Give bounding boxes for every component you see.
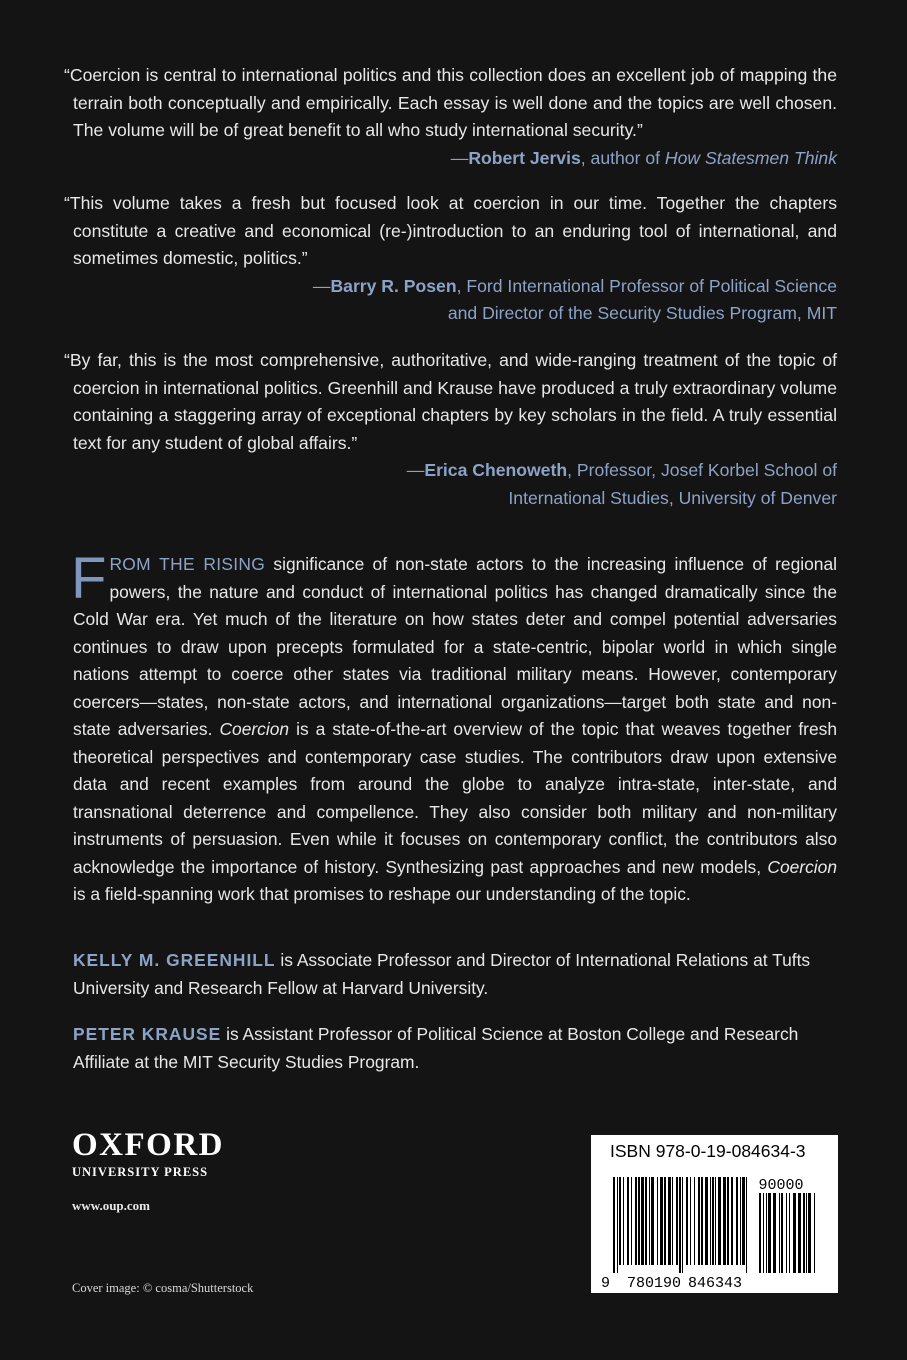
barcode-bar: [798, 1193, 801, 1273]
publisher-url: www.oup.com: [72, 1198, 151, 1213]
attribution-name: Barry R. Posen: [330, 275, 457, 296]
quote-text: “By far, this is the most comprehensive, authoritative, and wide-ranging treatment of the topic of coercion in international politics. Greenhill and Krause have produced a truly extraordinary volume containing a staggering array of exceptional chapters by key scholars in the field. A truly essential text for any student of global affairs.”: [64, 350, 837, 453]
barcode-bars-addon: [759, 1193, 815, 1273]
barcode-bar: [766, 1193, 767, 1273]
barcode-bar: [759, 1193, 761, 1273]
praise-quote-1: [64, 62, 837, 172]
barcode-bar: [623, 1177, 624, 1265]
barcode-bar: [649, 1177, 650, 1265]
barcode-bar: [773, 1193, 776, 1273]
book-description: FROM THE RISING significance of non-state actors to the increasing influence of regional powers, the nature and conduct of international politics has changed dramatically since the Cold War era. Yet much of the literature on how states deter and compel potential adversaries continues to draw upon precepts formulated for a state-centric, bipolar world in which single nations attempt to coerce other states via traditional military means. However, contemporary coercers—states, non-state actors, and international organizations—target both state and non-state adversaries. Coercion is a state-of-the-art overview of the topic that weaves together fresh theoretical perspectives and contemporary case studies. The contributors draw upon extensive data and recent examples from around the globe to analyze intra-state, inter-state, and transnational deterrence and compellence. They also consider both military and non-military instruments of persuasion. Even while it focuses on contemporary conflict, the contributors also acknowledge the importance of history. Synthesizing past approaches and new models, Coercion is a field-spanning work that promises to reshape our understanding of the topic.: [71, 546, 837, 904]
barcode-right-digits: 846343: [687, 1275, 743, 1292]
publisher-logo-sub: UNIVERSITY PRESS: [72, 1165, 209, 1179]
barcode-bar: [705, 1177, 708, 1265]
author-bio-krause: PETER KRAUSE is Assistant Professor of Political Science at Boston College and Research Affiliate at the MIT Security Studies Program.: [73, 1024, 799, 1072]
author-bio-greenhill: KELLY M. GREENHILL is Associate Professor and Director of International Relations at Tufts University and Research Fellow at Harvard University.: [73, 950, 811, 998]
barcode-left-digits: 780190: [626, 1275, 682, 1292]
barcode-bar: [672, 1177, 673, 1265]
barcode-bar: [619, 1177, 621, 1265]
praise-quote-2: [64, 190, 837, 328]
barcode-bar: [694, 1177, 695, 1265]
barcode-bar: [613, 1177, 615, 1273]
publisher-logo: [72, 1128, 232, 1180]
barcode-bar: [715, 1177, 716, 1265]
drop-cap: F: [71, 546, 107, 611]
barcode-bar: [641, 1177, 644, 1265]
barcode-bar: [746, 1177, 747, 1273]
publisher-logo-name: OXFORD: [72, 1127, 224, 1163]
quote-attribution: —Erica Chenoweth, Professor, Josef Korbel School of: [406, 460, 837, 480]
book-title: Coercion: [219, 719, 290, 739]
barcode-bar: [718, 1177, 721, 1265]
barcode-bar: [781, 1193, 783, 1273]
barcode-bars-main: [613, 1177, 747, 1273]
barcode-bar: [803, 1193, 805, 1273]
barcode-bar: [617, 1177, 618, 1273]
barcode-bar: [793, 1193, 796, 1273]
barcode-bar: [631, 1177, 632, 1265]
barcode-bar: [712, 1177, 714, 1265]
barcode-bar: [808, 1193, 811, 1273]
barcode-bar: [723, 1177, 726, 1265]
barcode-bar: [814, 1193, 815, 1273]
barcode-addon-digits: 90000: [758, 1177, 804, 1194]
barcode-bar: [789, 1193, 790, 1273]
barcode-bar: [638, 1177, 640, 1265]
author-name: KELLY M. GREENHILL: [73, 950, 276, 970]
quote-attribution: —Barry R. Posen, Ford International Professor of Political Science: [312, 275, 837, 296]
barcode-bar: [731, 1177, 733, 1265]
quote-attribution-line2: and Director of the Security Studies Program, MIT: [447, 303, 837, 323]
barcode-bar: [740, 1177, 741, 1265]
barcode-bar: [736, 1177, 738, 1265]
barcode-bar: [768, 1193, 771, 1273]
barcode-bar: [660, 1177, 663, 1265]
barcode-bar: [679, 1177, 681, 1273]
barcode-bar: [682, 1177, 683, 1273]
quote-attribution-line2: International Studies, University of Denver: [508, 487, 837, 508]
barcode-graphic: [591, 1135, 838, 1293]
barcode-bar: [627, 1177, 629, 1265]
barcode-bar: [710, 1177, 711, 1265]
barcode-first-digit: 9: [601, 1275, 611, 1292]
book-title: Coercion: [767, 856, 837, 877]
quote-attribution: —Robert Jervis, author of How Statesmen Think: [450, 147, 837, 168]
barcode-bar: [698, 1177, 700, 1265]
barcode-bar: [676, 1177, 678, 1265]
barcode-bar: [779, 1193, 780, 1273]
barcode-bar: [686, 1177, 688, 1265]
barcode-bar: [690, 1177, 691, 1265]
barcode-bar: [657, 1177, 658, 1265]
barcode-bar: [645, 1177, 647, 1265]
attribution-name: Robert Jervis: [468, 147, 581, 168]
barcode-bar: [668, 1177, 671, 1265]
isbn-barcode: [591, 1135, 838, 1293]
attribution-name: Erica Chenoweth: [424, 460, 568, 480]
barcode-bar: [786, 1193, 787, 1273]
lead-in: ROM THE RISING: [109, 554, 266, 574]
barcode-bar: [806, 1193, 807, 1273]
praise-quote-3: [64, 347, 837, 512]
barcode-bar: [635, 1177, 637, 1265]
barcode-bar: [763, 1193, 764, 1273]
barcode-bar: [651, 1177, 654, 1265]
attribution-book: How Statesmen Think: [664, 147, 837, 168]
cover-credit: Cover image: © cosma/Shutterstock: [72, 1281, 254, 1295]
barcode-bar: [701, 1177, 703, 1265]
barcode-bar: [664, 1177, 666, 1265]
barcode-bar: [742, 1177, 745, 1265]
barcode-bar: [727, 1177, 729, 1265]
quote-text: “This volume takes a fresh but focused look at coercion in our time. Together the chapters constitute a creative and economical (re-)introduction to an enduring tool of international, and sometimes domestic, politics.”: [64, 193, 837, 268]
quote-text: “Coercion is central to international politics and this collection does an excellent job of mapping the terrain both conceptually and empirically. Each essay is well done and the topics are well chosen. The volume will be of great benefit to all who study international security.”: [64, 65, 837, 140]
author-name: PETER KRAUSE: [73, 1024, 222, 1044]
isbn-number: ISBN 978-0-19-084634-3: [610, 1141, 806, 1161]
